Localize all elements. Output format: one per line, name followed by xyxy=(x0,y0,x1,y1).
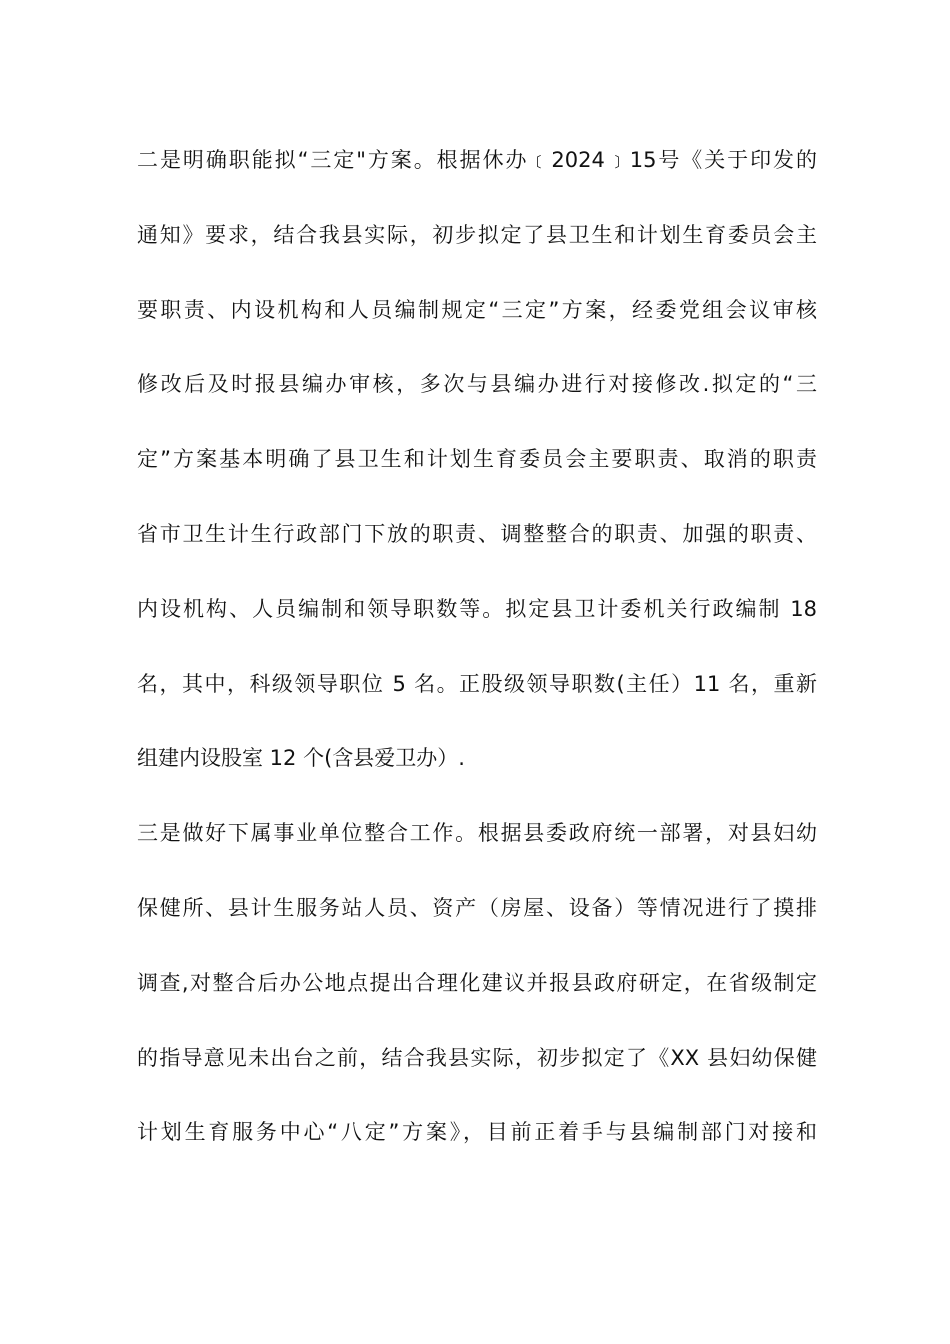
text-line: 修改后及时报县编办审核，多次与县编办进行对接修改.拟定的“三 xyxy=(137,372,817,397)
text-line: 调查,对整合后办公地点提出合理化建议并报县政府研定，在省级制定 xyxy=(137,970,817,995)
paragraph-unit-integration xyxy=(137,813,817,1153)
document-body xyxy=(137,140,817,1187)
text-line: 内设机构、人员编制和领导职数等。拟定县卫计委机关行政编制 18 xyxy=(137,596,817,621)
text-line: 省市卫生计生行政部门下放的职责、调整整合的职责、加强的职责、 xyxy=(137,521,817,546)
text-line: 三是做好下属事业单位整合工作。根据县委政府统一部署，对县妇幼 xyxy=(137,821,817,846)
text-line: 计划生育服务中心“八定”方案》，目前正着手与县编制部门对接和 xyxy=(137,1120,817,1145)
text-line: 通知》要求，结合我县实际，初步拟定了县卫生和计划生育委员会主 xyxy=(137,222,817,247)
text-line: 保健所、县计生服务站人员、资产（房屋、设备）等情况进行了摸排 xyxy=(137,895,817,920)
text-line: 二是明确职能拟“三定"方案。根据休办﹝2024﹞15号《关于印发的 xyxy=(137,148,817,172)
text-line: 名，其中，科级领导职位 5 名。正股级领导职数(主任）11 名，重新 xyxy=(137,671,817,696)
text-line: 的指导意见未出台之前，结合我县实际，初步拟定了《XX 县妇幼保健 xyxy=(137,1045,817,1070)
text-line: 定”方案基本明确了县卫生和计划生育委员会主要职责、取消的职责 xyxy=(137,447,817,472)
text-line: 组建内设股室 12 个(含县爱卫办）. xyxy=(137,746,465,771)
paragraph-functions-plan xyxy=(137,140,817,779)
text-line: 要职责、内设机构和人员编制规定“三定”方案，经委党组会议审核 xyxy=(137,297,817,322)
